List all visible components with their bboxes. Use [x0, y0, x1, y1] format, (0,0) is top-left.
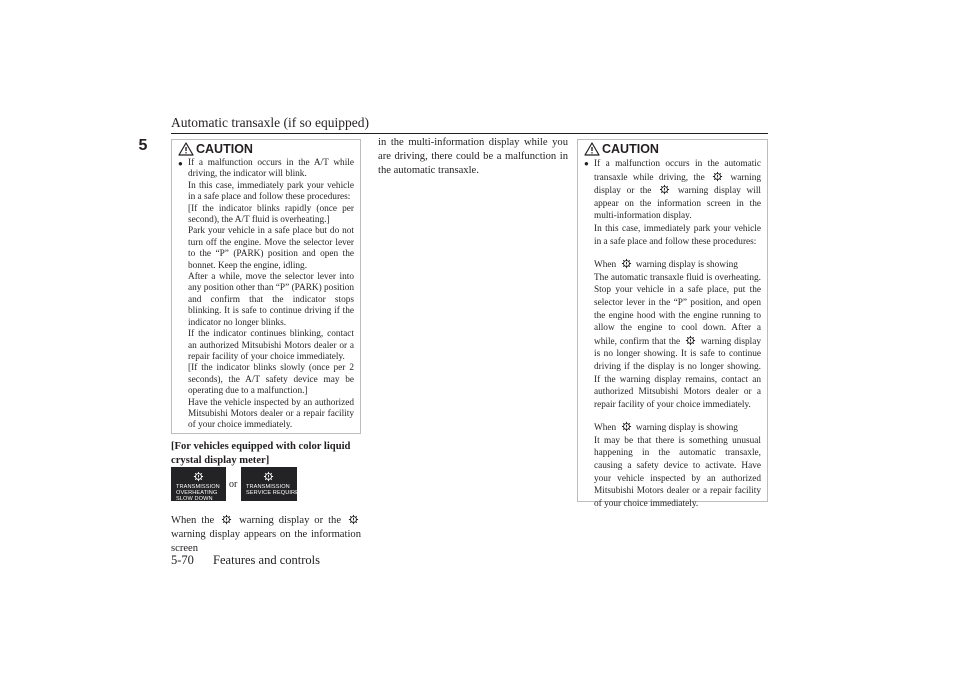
- chapter-tab: 5: [138, 137, 148, 154]
- caution-paragraph: In this case, immediately park your vehicle in a safe place and follow these procedures:: [188, 180, 354, 203]
- caution-paragraph: [594, 272, 761, 412]
- warning-triangle-icon: [584, 142, 600, 156]
- body-text-fragment: When the: [171, 515, 215, 526]
- transmission-gear-icon: [685, 335, 696, 346]
- text-fragment: warning display is no longer showing. It is safe to continue driving if the display is no longer showing. If the warning display remains, contact an authorized Mitsubishi Motors dealer or a repair facility of your choice immediately.: [594, 336, 761, 410]
- warning-triangle-icon: [178, 142, 194, 156]
- or-text: or: [229, 479, 238, 490]
- tile-text: SERVICE REQUIRED: [246, 490, 304, 496]
- transmission-gear-icon: [221, 514, 232, 525]
- tile-text: TRANSMISSION: [246, 484, 290, 490]
- caution-paragraph: If a malfunction occurs in the A/T while driving, the indicator will blink.: [188, 158, 354, 180]
- transmission-overheating-display: [171, 467, 226, 501]
- text-fragment: warning display will appear on the information screen in the multi-information display.: [594, 186, 762, 222]
- text-fragment: The automatic transaxle fluid is overheating. Stop your vehicle in a safe place, put the selector lever in the “P” position, and open the engine hood with the engine running to allow the engine to cool down. After a while, confirm that the: [594, 272, 761, 347]
- left-body-text: [171, 514, 361, 555]
- text-fragment: warning display is showing: [635, 260, 738, 271]
- body-text-fragment: warning display appears on the information screen: [171, 528, 361, 554]
- tile-text: TRANSMISSION: [176, 484, 220, 490]
- text-fragment: If a malfunction occurs in the automatic transaxle while driving, the: [594, 159, 761, 183]
- transmission-gear-icon: [659, 184, 670, 195]
- left-caution-box: [171, 139, 361, 434]
- caution-paragraph: It may be that there is something unusual happening in the automatic transaxle, causing a safety device to activate. Have your vehicle inspected by an authorized Mitsubishi Motors dealer or a repair facility of your choice immediately.: [594, 435, 761, 509]
- transmission-gear-icon: [193, 471, 204, 482]
- page-header-title: Automatic transaxle (if so equipped): [171, 115, 369, 130]
- text-fragment: warning display or the: [594, 172, 761, 197]
- text-fragment: When: [594, 260, 617, 271]
- middle-body-text: in the multi-information display while you are driving, there could be a malfunction in the automatic transaxle.: [378, 137, 568, 176]
- caution-paragraph: Park your vehicle in a safe place but do not turn off the engine. Move the selector lever to the “P” (PARK) position and open the bonnet. Keep the engine, idling.: [188, 226, 354, 271]
- when-heading: [594, 421, 761, 435]
- caution-item: [584, 158, 761, 510]
- page-footer: [171, 553, 320, 568]
- transmission-gear-icon: [348, 514, 359, 525]
- caution-paragraph: Have the vehicle inspected by an authorized Mitsubishi Motors dealer or a repair facility of your choice immediately.: [188, 397, 354, 431]
- bullet-icon: ●: [584, 159, 589, 168]
- text-fragment: When: [594, 423, 617, 434]
- header-rule: [171, 133, 768, 134]
- caution-heading: [584, 140, 761, 158]
- caution-item: [178, 158, 354, 432]
- caution-paragraph: If the indicator continues blinking, contact an authorized Mitsubishi Motors dealer or a repair facility of your choice immediately.: [188, 329, 354, 362]
- caution-heading: [178, 140, 354, 158]
- caution-paragraph: [If the indicator blinks rapidly (once per second), the A/T fluid is overheating.]: [188, 203, 354, 226]
- text-fragment: warning display is showing: [635, 423, 738, 434]
- caution-label: CAUTION: [196, 142, 253, 156]
- transmission-gear-icon: [621, 258, 632, 269]
- page-number: 5-70: [171, 553, 194, 567]
- caution-text: [594, 158, 761, 510]
- caution-paragraph: [If the indicator blinks slowly (once per 2 seconds), the A/T safety device may be operating due to a malfunction.]: [188, 363, 354, 397]
- transmission-service-required-display: [241, 467, 304, 501]
- caution-paragraph: After a while, move the selector lever into any position other than “P” (PARK) position and confirm that the indicator stops blinking. It is safe to continue driving if the indicator no longer blinks.: [188, 272, 354, 328]
- bullet-icon: ●: [178, 159, 183, 168]
- caution-text: [188, 158, 354, 432]
- tile-text: OVERHEATING: [176, 490, 218, 496]
- caution-paragraph: In this case, immediately park your vehicle in a safe place and follow these procedures:: [594, 223, 761, 247]
- right-caution-box: [577, 139, 768, 509]
- color-lcd-heading: [For vehicles equipped with color liquid crystal display meter]: [171, 441, 351, 466]
- body-text-fragment: warning display or the: [239, 515, 342, 526]
- caution-label: CAUTION: [602, 142, 659, 156]
- transmission-gear-icon: [621, 421, 632, 432]
- transmission-gear-icon: [712, 171, 723, 182]
- tile-text: SLOW DOWN: [176, 496, 213, 502]
- footer-section: Features and controls: [213, 553, 320, 567]
- caution-paragraph: [594, 158, 761, 223]
- when-heading: [594, 258, 761, 272]
- transmission-gear-icon: [263, 471, 274, 482]
